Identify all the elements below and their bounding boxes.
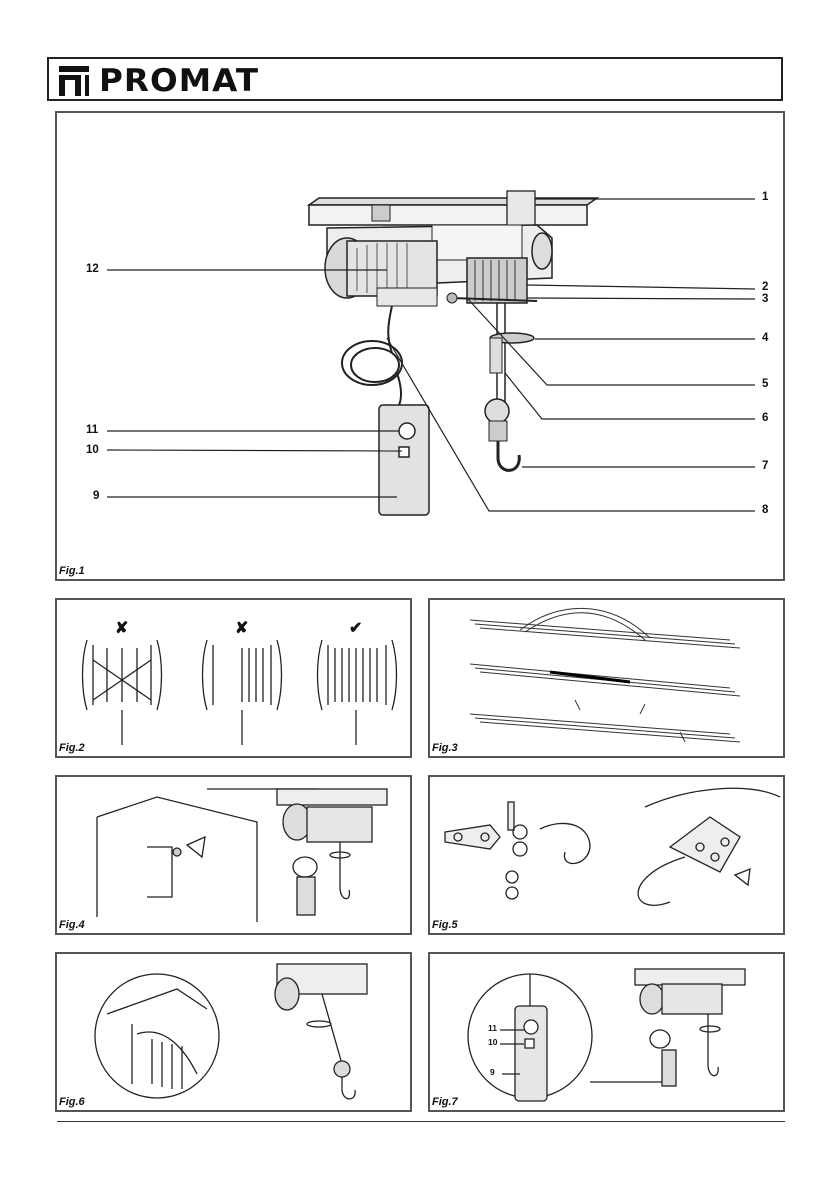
part-number: 6 <box>762 412 769 424</box>
figure-label: Fig.6 <box>59 1096 85 1108</box>
mounting-bracket-illustration <box>57 777 410 933</box>
part-number: 7 <box>762 460 769 472</box>
header-banner <box>47 57 783 101</box>
part-number: 2 <box>762 281 769 293</box>
wrong-winding-mark-icon: ✘ <box>115 620 129 637</box>
correct-winding-mark-icon: ✔ <box>349 620 363 637</box>
figure-label: Fig.7 <box>432 1096 458 1108</box>
figure-label: Fig.3 <box>432 742 458 754</box>
rope-limit-illustration <box>57 954 410 1110</box>
fig3-panel <box>428 598 785 758</box>
part-number: 3 <box>762 293 769 305</box>
footer-rule <box>57 1121 785 1122</box>
fig5-panel <box>428 775 785 935</box>
fig4-panel <box>55 775 412 935</box>
figure-label: Fig.5 <box>432 919 458 931</box>
part-number: 4 <box>762 332 769 344</box>
part-number: 12 <box>86 263 99 275</box>
figure-label: Fig.2 <box>59 742 85 754</box>
damaged-rope-illustration <box>430 600 783 756</box>
callout-number: 11 <box>488 1023 497 1033</box>
part-number: 5 <box>762 378 769 390</box>
hoist-illustration <box>57 113 783 579</box>
part-number: 1 <box>762 191 769 203</box>
fig6-panel <box>55 952 412 1112</box>
fig1-panel <box>55 111 785 581</box>
part-number: 8 <box>762 504 769 516</box>
part-number: 10 <box>86 444 99 456</box>
figure-label: Fig.4 <box>59 919 85 931</box>
promat-logo-icon <box>59 66 89 96</box>
fig7-panel <box>428 952 785 1112</box>
part-number: 11 <box>86 424 99 436</box>
callout-number: 9 <box>490 1067 495 1077</box>
part-number: 9 <box>93 490 100 502</box>
hook-assembly-illustration <box>430 777 783 933</box>
fig2-panel <box>55 598 412 758</box>
callout-number: 10 <box>488 1037 498 1047</box>
figure-label: Fig.1 <box>59 565 85 577</box>
brand-name: PROMAT <box>99 63 260 99</box>
control-pendant-illustration <box>430 954 783 1110</box>
wrong-winding-mark-icon: ✘ <box>235 620 249 637</box>
